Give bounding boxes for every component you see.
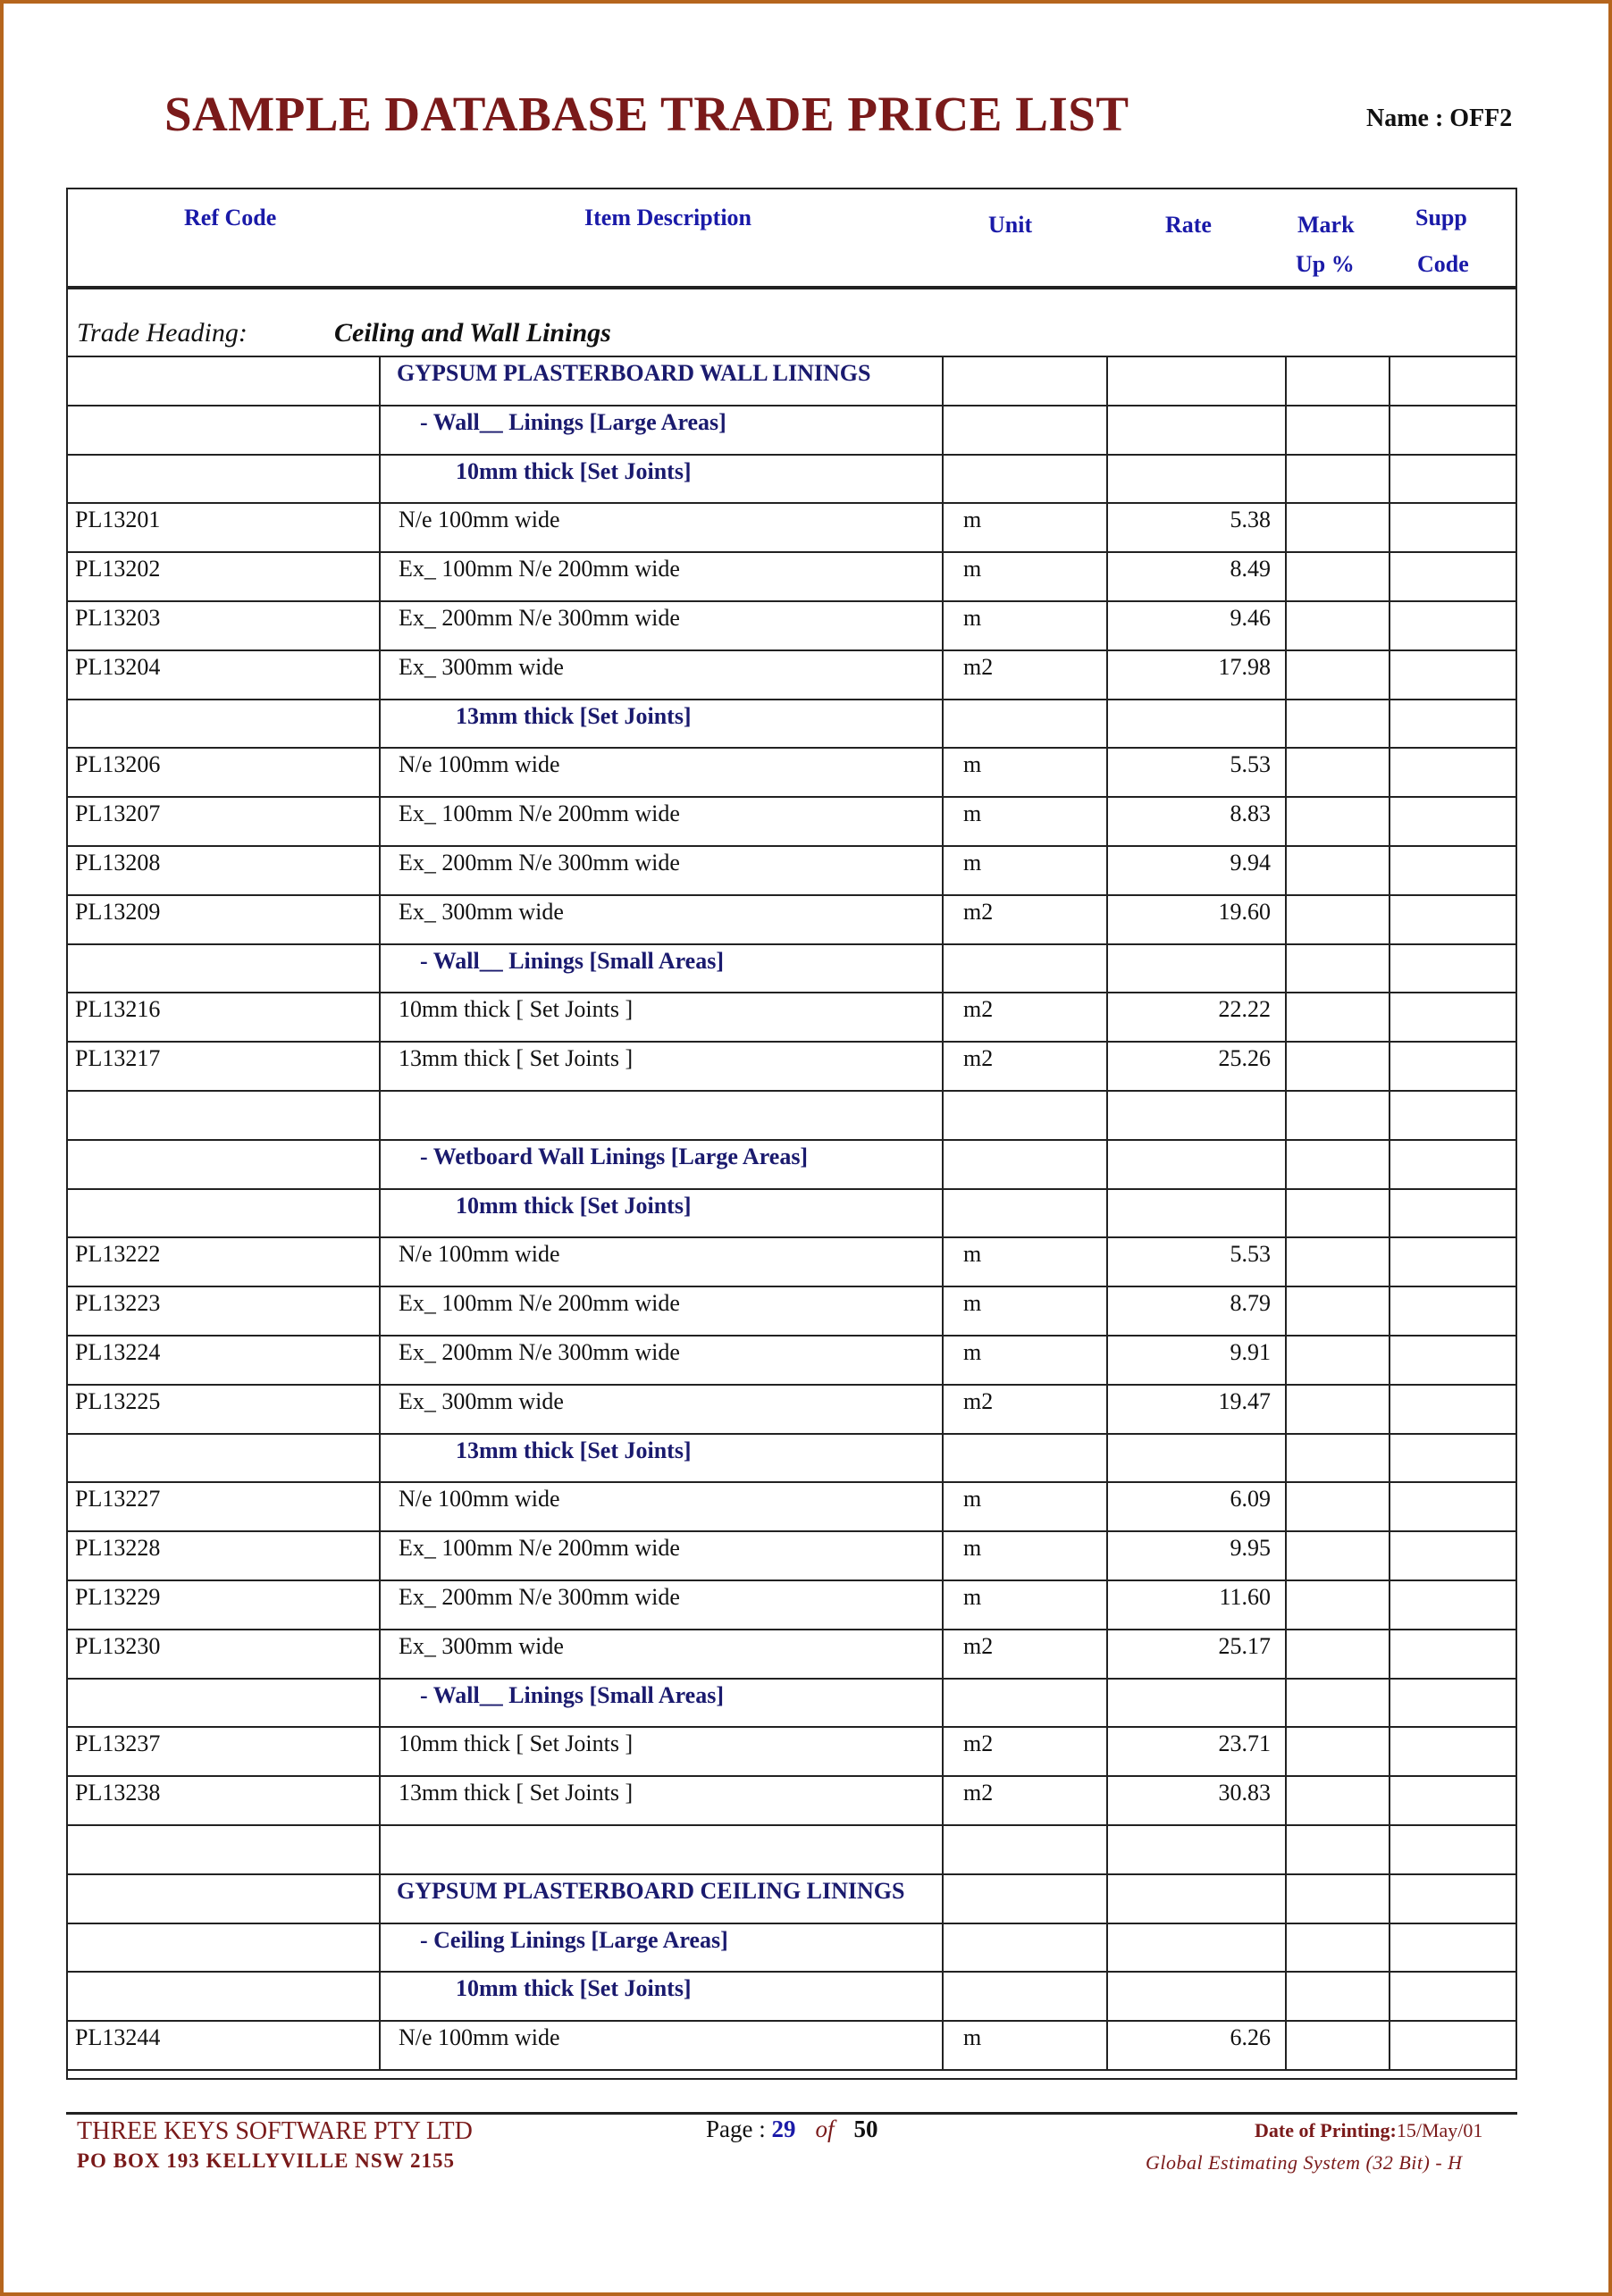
unit-cell [942, 1973, 1106, 2020]
trade-heading-label: Trade Heading: [77, 318, 248, 348]
rate-cell: 9.94 [1106, 847, 1285, 894]
supp-code-cell [1389, 1532, 1517, 1580]
unit-cell: m [942, 1337, 1106, 1384]
col-item-description: Item Description [584, 205, 752, 230]
description-cell: Ex_ 200mm N/e 300mm wide [379, 1337, 942, 1384]
unit-cell: m2 [942, 993, 1106, 1041]
description-cell: 13mm thick [Set Joints] [379, 1435, 942, 1482]
rate-cell [1106, 1973, 1285, 2020]
table-row [68, 1630, 1515, 1680]
ref-code-cell: PL13217 [75, 1045, 161, 1072]
supp-code-cell [1389, 700, 1517, 748]
supp-code-cell [1389, 1141, 1517, 1188]
rate-cell: 11.60 [1106, 1581, 1285, 1629]
unit-cell: m [942, 1238, 1106, 1286]
ref-code-cell: PL13208 [75, 849, 161, 876]
description-cell: Ex_ 300mm wide [379, 1386, 942, 1433]
supp-code-cell [1389, 357, 1517, 405]
description-cell: Ex_ 300mm wide [379, 896, 942, 943]
supp-code-cell [1389, 1435, 1517, 1482]
price-list-page [4, 4, 1608, 2292]
table-row [68, 1777, 1515, 1826]
description-cell: GYPSUM PLASTERBOARD WALL LININGS [379, 357, 942, 405]
rate-cell: 30.83 [1106, 1777, 1285, 1824]
description-cell: N/e 100mm wide [379, 749, 942, 796]
section-heading-row [68, 357, 1515, 406]
mark-up-cell [1285, 504, 1389, 551]
supp-code-cell [1389, 1287, 1517, 1335]
supp-code-cell [1389, 1337, 1517, 1384]
unit-cell: m2 [942, 896, 1106, 943]
blank-row [68, 1092, 1515, 1141]
mark-up-cell [1285, 1875, 1389, 1923]
mark-up-cell [1285, 1435, 1389, 1482]
ref-code-cell: PL13207 [75, 800, 161, 827]
trade-heading [77, 318, 611, 348]
unit-cell: m2 [942, 1630, 1106, 1678]
description-cell: Ex_ 100mm N/e 200mm wide [379, 1532, 942, 1580]
unit-cell [942, 1141, 1106, 1188]
description-cell: 10mm thick [Set Joints] [379, 456, 942, 503]
rate-cell [1106, 1190, 1285, 1237]
section-heading-row [68, 1680, 1515, 1729]
unit-cell: m [942, 602, 1106, 649]
unit-cell [942, 1435, 1106, 1482]
page-total: 50 [853, 2116, 878, 2142]
unit-cell: m2 [942, 1777, 1106, 1824]
table-row [68, 504, 1515, 553]
rate-cell: 5.38 [1106, 504, 1285, 551]
section-heading-row [68, 456, 1515, 505]
footer-page-info [706, 2116, 878, 2143]
ref-code-cell [68, 357, 379, 405]
table-row [68, 798, 1515, 847]
description-cell: 10mm thick [Set Joints] [379, 1973, 942, 2020]
table-row [68, 1728, 1515, 1777]
rate-cell: 8.83 [1106, 798, 1285, 845]
rate-cell [1106, 945, 1285, 993]
rate-cell [1106, 1826, 1285, 1873]
mark-up-cell [1285, 1728, 1389, 1775]
table-row [68, 1483, 1515, 1532]
rate-cell: 17.98 [1106, 651, 1285, 699]
ref-code-cell: PL13224 [75, 1338, 161, 1365]
unit-cell [942, 700, 1106, 748]
supp-code-cell [1389, 1777, 1517, 1824]
ref-code-cell [68, 406, 379, 454]
unit-cell: m [942, 2022, 1106, 2069]
ref-code-cell [68, 1875, 379, 1923]
description-cell: N/e 100mm wide [379, 1483, 942, 1530]
unit-cell: m [942, 847, 1106, 894]
unit-cell [942, 1924, 1106, 1972]
supp-code-cell [1389, 1630, 1517, 1678]
mark-up-cell [1285, 896, 1389, 943]
rate-cell: 8.49 [1106, 553, 1285, 600]
unit-cell [942, 406, 1106, 454]
mark-up-cell [1285, 1630, 1389, 1678]
name-label: Name : OFF2 [1366, 105, 1513, 132]
rate-cell: 25.26 [1106, 1043, 1285, 1090]
ref-code-cell: PL13216 [75, 996, 161, 1023]
table-row [68, 1581, 1515, 1630]
mark-up-cell [1285, 1043, 1389, 1090]
description-cell: Ex_ 100mm N/e 200mm wide [379, 553, 942, 600]
page-label: Page : [706, 2116, 766, 2142]
supp-code-cell [1389, 1924, 1517, 1972]
supp-code-cell [1389, 1190, 1517, 1237]
supp-code-cell [1389, 1680, 1517, 1727]
description-cell [379, 1826, 942, 1873]
rate-cell [1106, 406, 1285, 454]
supp-code-cell [1389, 1581, 1517, 1629]
table-row [68, 847, 1515, 896]
rate-cell: 19.47 [1106, 1386, 1285, 1433]
footer-system: Global Estimating System (32 Bit) - H [1146, 2151, 1463, 2174]
mark-up-cell [1285, 749, 1389, 796]
mark-up-cell [1285, 651, 1389, 699]
ref-code-cell: PL13204 [75, 653, 161, 680]
supp-code-cell [1389, 1386, 1517, 1433]
description-cell: - Wall__ Linings [Small Areas] [379, 945, 942, 993]
col-ref-code: Ref Code [184, 205, 277, 230]
ref-code-cell [68, 1141, 379, 1188]
description-cell: 10mm thick [ Set Joints ] [379, 993, 942, 1041]
date-value: 15/May/01 [1396, 2119, 1483, 2141]
mark-up-cell [1285, 406, 1389, 454]
unit-cell: m [942, 504, 1106, 551]
rate-cell: 22.22 [1106, 993, 1285, 1041]
mark-up-cell [1285, 993, 1389, 1041]
unit-cell: m [942, 1581, 1106, 1629]
section-heading-row [68, 1435, 1515, 1484]
mark-up-cell [1285, 1581, 1389, 1629]
mark-up-cell [1285, 1777, 1389, 1824]
mark-up-cell [1285, 456, 1389, 503]
section-heading-row [68, 700, 1515, 750]
rate-cell: 5.53 [1106, 749, 1285, 796]
section-heading-row [68, 1973, 1515, 2022]
rate-cell [1106, 456, 1285, 503]
rate-cell [1106, 1141, 1285, 1188]
unit-cell: m2 [942, 1728, 1106, 1775]
section-heading-row [68, 406, 1515, 456]
rate-cell: 19.60 [1106, 896, 1285, 943]
ref-code-cell [68, 1190, 379, 1237]
supp-code-cell [1389, 993, 1517, 1041]
rate-cell: 8.79 [1106, 1287, 1285, 1335]
mark-up-cell [1285, 847, 1389, 894]
unit-cell: m [942, 1483, 1106, 1530]
table-row [68, 1386, 1515, 1435]
ref-code-cell: PL13237 [75, 1730, 161, 1757]
description-cell: Ex_ 200mm N/e 300mm wide [379, 1581, 942, 1629]
unit-cell [942, 1680, 1106, 1727]
supp-code-cell [1389, 1092, 1517, 1139]
section-heading-row [68, 1190, 1515, 1239]
supp-code-cell [1389, 1728, 1517, 1775]
rate-cell: 9.95 [1106, 1532, 1285, 1580]
rate-cell: 6.09 [1106, 1483, 1285, 1530]
mark-up-cell [1285, 1287, 1389, 1335]
mark-up-cell [1285, 798, 1389, 845]
ref-code-cell [68, 456, 379, 503]
unit-cell: m2 [942, 1386, 1106, 1433]
footer-address: PO BOX 193 KELLYVILLE NSW 2155 [77, 2149, 456, 2172]
table-row [68, 651, 1515, 700]
rate-cell: 6.26 [1106, 2022, 1285, 2069]
description-cell: Ex_ 100mm N/e 200mm wide [379, 798, 942, 845]
rate-cell [1106, 1875, 1285, 1923]
page-number: 29 [771, 2116, 796, 2142]
table-row [68, 749, 1515, 798]
table-row [68, 1287, 1515, 1337]
date-label: Date of Printing: [1255, 2119, 1397, 2141]
ref-code-cell [68, 1826, 379, 1873]
supp-code-cell [1389, 602, 1517, 649]
description-cell: - Wall__ Linings [Large Areas] [379, 406, 942, 454]
unit-cell: m [942, 1532, 1106, 1580]
mark-up-cell [1285, 553, 1389, 600]
mark-up-cell [1285, 700, 1389, 748]
description-cell: Ex_ 300mm wide [379, 651, 942, 699]
mark-up-cell [1285, 2022, 1389, 2069]
supp-code-cell [1389, 1973, 1517, 2020]
supp-code-cell [1389, 1238, 1517, 1286]
unit-cell: m [942, 749, 1106, 796]
unit-cell: m2 [942, 1043, 1106, 1090]
description-cell: - Wall__ Linings [Small Areas] [379, 1680, 942, 1727]
mark-up-cell [1285, 1386, 1389, 1433]
ref-code-cell [68, 1973, 379, 2020]
unit-cell [942, 456, 1106, 503]
description-cell: Ex_ 200mm N/e 300mm wide [379, 602, 942, 649]
description-cell: - Ceiling Linings [Large Areas] [379, 1924, 942, 1972]
ref-code-cell: PL13202 [75, 556, 161, 582]
description-cell: 13mm thick [ Set Joints ] [379, 1777, 942, 1824]
mark-up-cell [1285, 1141, 1389, 1188]
section-heading-row [68, 1141, 1515, 1190]
ref-code-cell [68, 1924, 379, 1972]
description-cell: 10mm thick [Set Joints] [379, 1190, 942, 1237]
mark-up-cell [1285, 1238, 1389, 1286]
description-cell: - Wetboard Wall Linings [Large Areas] [379, 1141, 942, 1188]
col-supp-code-line1: Supp [1415, 205, 1467, 230]
table-row [68, 1532, 1515, 1581]
table-row [68, 1043, 1515, 1092]
unit-cell [942, 1190, 1106, 1237]
supp-code-cell [1389, 1826, 1517, 1873]
unit-cell [942, 1826, 1106, 1873]
description-cell: Ex_ 200mm N/e 300mm wide [379, 847, 942, 894]
col-rate: Rate [1165, 212, 1212, 238]
rate-cell [1106, 357, 1285, 405]
ref-code-cell: PL13238 [75, 1780, 161, 1806]
description-cell: N/e 100mm wide [379, 1238, 942, 1286]
description-cell: Ex_ 300mm wide [379, 1630, 942, 1678]
table-row [68, 1238, 1515, 1287]
rate-cell [1106, 700, 1285, 748]
mark-up-cell [1285, 1924, 1389, 1972]
supp-code-cell [1389, 651, 1517, 699]
section-heading-row [68, 945, 1515, 994]
supp-code-cell [1389, 896, 1517, 943]
ref-code-cell: PL13201 [75, 507, 161, 533]
footer-divider [66, 2112, 1517, 2115]
table-row [68, 602, 1515, 651]
rate-cell: 9.91 [1106, 1337, 1285, 1384]
ref-code-cell: PL13225 [75, 1387, 161, 1414]
supp-code-cell [1389, 1483, 1517, 1530]
table-row [68, 553, 1515, 602]
description-cell: GYPSUM PLASTERBOARD CEILING LININGS [379, 1875, 942, 1923]
mark-up-cell [1285, 1483, 1389, 1530]
unit-cell [942, 1092, 1106, 1139]
ref-code-cell [68, 700, 379, 748]
supp-code-cell [1389, 2022, 1517, 2069]
table-row [68, 1337, 1515, 1386]
ref-code-cell: PL13229 [75, 1583, 161, 1610]
col-mark-up-line1: Mark [1297, 212, 1355, 238]
mark-up-cell [1285, 1337, 1389, 1384]
rate-cell [1106, 1680, 1285, 1727]
ref-code-cell [68, 1680, 379, 1727]
mark-up-cell [1285, 1092, 1389, 1139]
unit-cell: m [942, 798, 1106, 845]
mark-up-cell [1285, 1973, 1389, 2020]
rate-cell: 9.46 [1106, 602, 1285, 649]
description-cell [379, 1092, 942, 1139]
ref-code-cell: PL13227 [75, 1486, 161, 1513]
rate-cell [1106, 1092, 1285, 1139]
description-cell: Ex_ 100mm N/e 200mm wide [379, 1287, 942, 1335]
ref-code-cell: PL13209 [75, 898, 161, 925]
supp-code-cell [1389, 406, 1517, 454]
description-cell: N/e 100mm wide [379, 2022, 942, 2069]
table-row [68, 896, 1515, 945]
rate-cell: 5.53 [1106, 1238, 1285, 1286]
supp-code-cell [1389, 1043, 1517, 1090]
ref-code-cell: PL13223 [75, 1290, 161, 1317]
footer-date [1255, 2119, 1482, 2142]
col-mark-up-line2: Up % [1296, 251, 1355, 277]
table-header [68, 189, 1515, 289]
supp-code-cell [1389, 456, 1517, 503]
trade-heading-value: Ceiling and Wall Linings [334, 318, 611, 348]
mark-up-cell [1285, 1532, 1389, 1580]
rate-cell: 23.71 [1106, 1728, 1285, 1775]
table-row [68, 993, 1515, 1043]
mark-up-cell [1285, 357, 1389, 405]
ref-code-cell: PL13206 [75, 751, 161, 778]
description-cell: N/e 100mm wide [379, 504, 942, 551]
rate-cell [1106, 1435, 1285, 1482]
table-row [68, 2022, 1515, 2071]
mark-up-cell [1285, 1680, 1389, 1727]
description-cell: 13mm thick [Set Joints] [379, 700, 942, 748]
unit-cell [942, 945, 1106, 993]
supp-code-cell [1389, 945, 1517, 993]
supp-code-cell [1389, 798, 1517, 845]
description-cell: 13mm thick [ Set Joints ] [379, 1043, 942, 1090]
ref-code-cell [68, 1092, 379, 1139]
mark-up-cell [1285, 1190, 1389, 1237]
section-heading-row [68, 1875, 1515, 1924]
unit-cell: m [942, 1287, 1106, 1335]
ref-code-cell: PL13203 [75, 604, 161, 631]
page-title: SAMPLE DATABASE TRADE PRICE LIST [164, 87, 1129, 141]
mark-up-cell [1285, 602, 1389, 649]
ref-code-cell: PL13230 [75, 1632, 161, 1659]
footer-company: THREE KEYS SOFTWARE PTY LTD [77, 2117, 473, 2145]
description-cell: 10mm thick [ Set Joints ] [379, 1728, 942, 1775]
rate-cell [1106, 1924, 1285, 1972]
supp-code-cell [1389, 1875, 1517, 1923]
ref-code-cell: PL13244 [75, 2024, 161, 2051]
ref-code-cell [68, 1435, 379, 1482]
supp-code-cell [1389, 504, 1517, 551]
ref-code-cell [68, 945, 379, 993]
supp-code-cell [1389, 553, 1517, 600]
supp-code-cell [1389, 749, 1517, 796]
unit-cell [942, 1875, 1106, 1923]
mark-up-cell [1285, 945, 1389, 993]
ref-code-cell: PL13222 [75, 1241, 161, 1268]
col-unit: Unit [988, 212, 1033, 238]
section-heading-row [68, 1924, 1515, 1973]
rate-cell: 25.17 [1106, 1630, 1285, 1678]
page-of: of [815, 2116, 835, 2142]
unit-cell: m [942, 553, 1106, 600]
price-table [66, 188, 1517, 2080]
unit-cell [942, 357, 1106, 405]
unit-cell: m2 [942, 651, 1106, 699]
col-supp-code-line2: Code [1417, 251, 1469, 277]
supp-code-cell [1389, 847, 1517, 894]
blank-row [68, 1826, 1515, 1875]
table-body [68, 357, 1515, 2071]
ref-code-cell: PL13228 [75, 1535, 161, 1562]
mark-up-cell [1285, 1826, 1389, 1873]
